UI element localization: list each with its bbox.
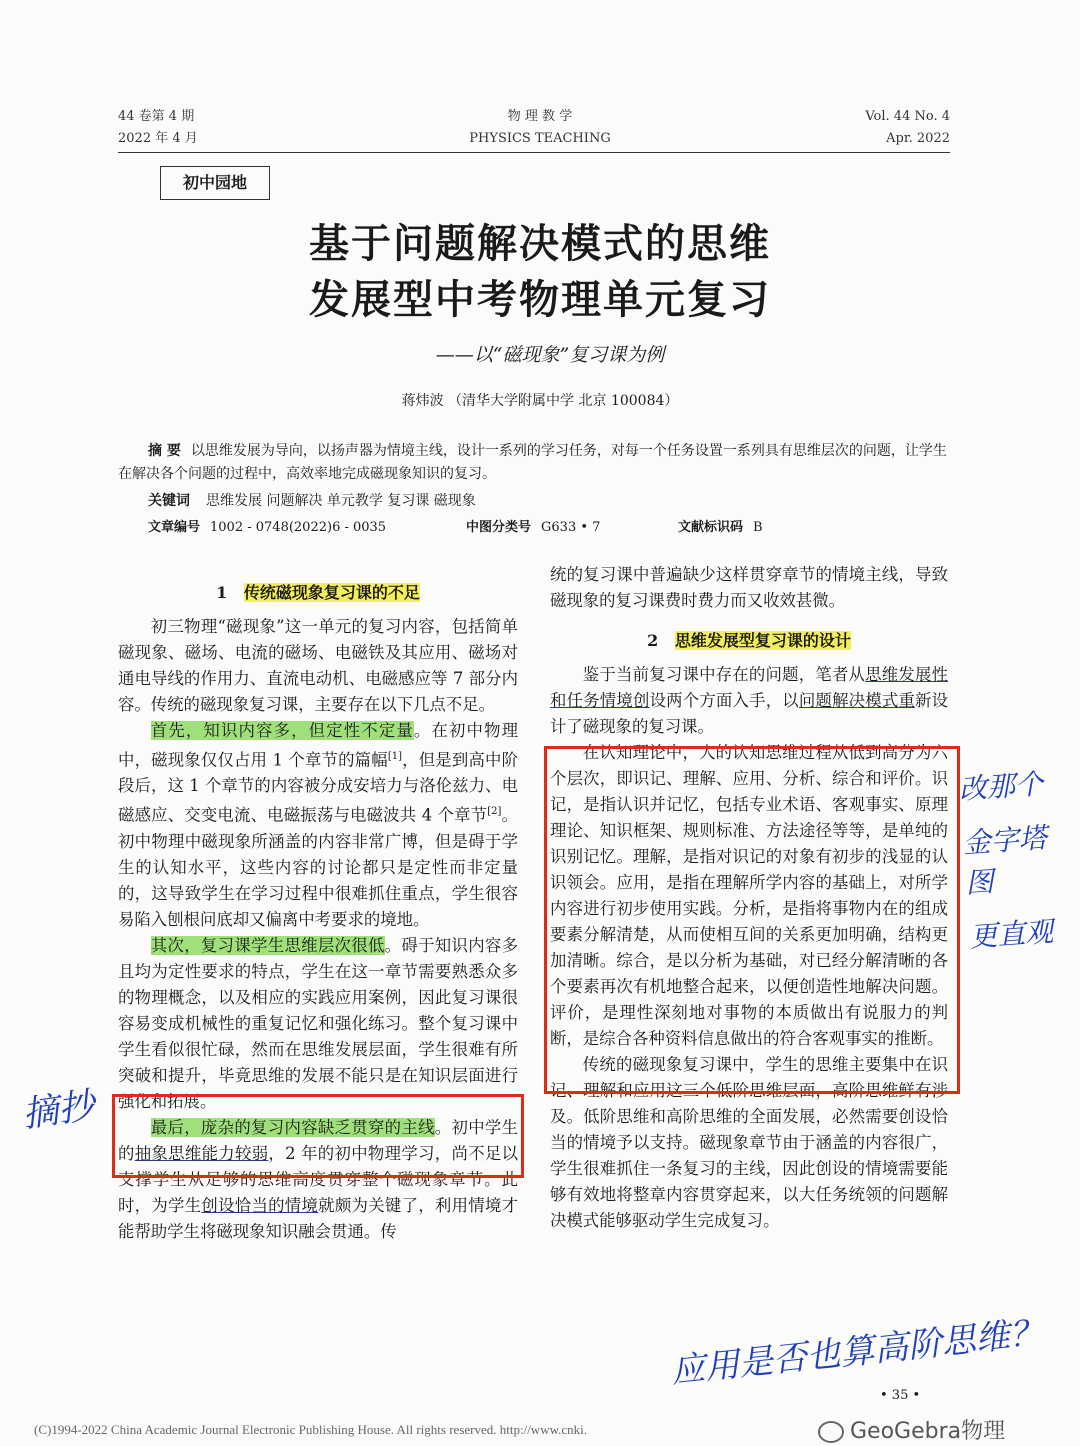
section-1-heading [118, 580, 518, 606]
keywords [148, 490, 948, 510]
title-line-1: 基于问题解决模式的思维 [309, 221, 771, 267]
vol-no: Vol. 44 No. 4 [865, 109, 950, 124]
text-run: 。在初中物理中，磁现象仅仅占用 1 个章节的篇幅 [118, 721, 518, 770]
author-affiliation: 蒋炜波 （清华大学附属中学 北京 100084） [401, 393, 679, 409]
paragraph [118, 718, 518, 933]
red-box-right [544, 746, 960, 1094]
journal-name-en: PHYSICS TEACHING [469, 131, 611, 146]
date-line: 2022 年 4 月 [118, 131, 198, 146]
wechat-icon [818, 1421, 844, 1443]
paragraph: 传统的磁现象复习课中，学生的思维主要集中在识记、理解和应用这三个低阶思维层面，高阶思维鲜有涉及。低阶思维和高阶思维的全面发展，必然需要创设恰当的情境予以支持。磁现象章节由于涵盖的内容很广，学生很难抓住一条复习的主线，因此创设的情境需要能够有效地将整章内容贯穿起来，以大任务统领的问题解决模式能够驱动学生完成复习。 [550, 1055, 948, 1230]
section-1-title: 传统磁现象复习课的不足 [243, 583, 420, 602]
abstract [118, 440, 950, 486]
header-rule [118, 152, 950, 153]
journal-name-cn: 物 理 教 学 [507, 109, 573, 124]
boxed-paragraph: 在认知理论中，人的认知思维过程从低到高分为六个层次，即识记、理解、应用、分析、综合和评价。识记，是指认识并记忆，包括专业术语、客观事实、原理理论、知识框架、规则标准、方法途径等等，是单纯的识别记忆。理解，是指对识记的对象有初步的浅显的认识领会。应用，是指在理解所学内容的基础上，对所学内容进行初步使用实践。分析，是指将事物内在的组成要素分解清楚，从而使相互间的关系更加明确，结构更加清晰。综合，是以分析为基础，对已经分解清晰的各个要素再次有机地整合起来，以便创造性地解决问题。评价，是理性深刻地对事物的本质做出有说服力的判断，是综合各种资料信息做出的符合客观事实的推断。 [550, 743, 948, 1048]
boxed-text: 整个复习课中学生看似很忙碌，然而在思维发展层面，学生很难有所突破和提升，毕竟思维的发展不能只是在知识层面进行强化和拓展。 [118, 1013, 519, 1111]
abstract-text: 以思维发展为导向，以扬声器为情境主线，设计一系列的学习任务，对每一个任务设置一系列具有思维层次的问题，让学生在解决各个问题的过程中，高效率地完成磁现象知识的复习。 [118, 443, 947, 482]
text-run: 鉴于当前复习课中存在的问题，笔者从 [582, 665, 866, 684]
text-run: 设两个方面入手，以 [649, 691, 799, 710]
text-run: 新设计了磁现象的复习课。 [550, 691, 949, 736]
copyright-footer: (C)1994-2022 China Academic Journal Electronic Publishing House. All rights reserved. http://www.cnki. [34, 1422, 588, 1437]
red-box-left [112, 1094, 524, 1178]
journal-name [440, 106, 640, 150]
section-2-heading [550, 628, 948, 654]
title-line-2: 发展型中考物理单元复习 [309, 277, 771, 323]
article-subtitle: ——以“磁现象”复习课为例 [435, 344, 665, 366]
text-run: 。碍于知识内容多且均为定性要求的特点，学生在这一章节需要熟悉众多的物理概念，以及相应的实践应用案例，因此复习课很容易变成机械性的重复记忆和强化练习。 [118, 935, 518, 1033]
journal-volume-info [118, 106, 198, 150]
paragraph [550, 662, 948, 740]
clc-label: 中图分类号 [466, 520, 532, 535]
keywords-label: 关键词 [148, 493, 190, 509]
citation-ref: [1] [387, 751, 402, 762]
highlight-point-2: 其次，复习课学生思维层次很低 [150, 935, 385, 955]
text-run: 就颇为关键了，利用情境才能帮助学生将磁现象知识融会贯通。传 [118, 1195, 519, 1241]
underlined-text: 抽象思维能力较弱 [134, 1143, 269, 1163]
highlight-point-1: 首先，知识内容多，但定性不定量 [150, 721, 414, 740]
paragraph: 统的复习课中普遍缺少这样贯穿章节的情境主线，导致磁现象的复习课费时费力而又收效甚微。 [550, 565, 948, 610]
text-run: ，但是到高中阶段后，这 1 个章节的内容被分成安培力与洛伦兹力、电磁感应、交变电流、电磁振荡与电磁波共 4 个章节 [118, 750, 518, 825]
paragraph: 初三物理“磁现象”这一单元的复习内容，包括简单磁现象、磁场、电流的磁场、电磁铁及其应用、磁场对通电导线的作用力、直流电动机、电磁感应等 7 部分内容。传统的磁现象复习课，主要存在以下几点不足。 [118, 617, 518, 714]
citation-ref: [2] [487, 806, 502, 818]
issue-date: Apr. 2022 [886, 131, 950, 146]
handwritten-note-pyramid [958, 760, 1080, 955]
highlight-point-3: 最后，庞杂的复习内容缺乏贯穿的主线 [150, 1117, 435, 1137]
paragraph [118, 933, 518, 1115]
section-1-number: 1 [216, 583, 228, 602]
note-line: 改那个 [957, 767, 1045, 806]
section-2-number: 2 [647, 631, 659, 650]
text-run: 。初中物理中磁现象所涵盖的内容非常广博，但是碍于学生的认知水平，这些内容的讨论都只是定性而非定量的，这导致学生在学习过程中很难抓住重点，学生很容易陷入刨根问底却又偏离中考要求的境地。 [118, 805, 518, 929]
article-number [148, 516, 386, 535]
watermark-text: GeoGebra物理 [850, 1419, 1006, 1444]
article-number-label: 文章编号 [148, 520, 201, 535]
journal-issue-info [820, 106, 950, 150]
underlined-text: 创设恰当的情境 [201, 1195, 319, 1215]
underlined-text: 思维发展性和任务情境创 [550, 665, 949, 710]
clc-value: G633 • 7 [541, 520, 601, 535]
clc-number [466, 516, 600, 535]
text-run: ，2 年的初中物理学习，尚不足以支撑学生从足够的思维高度贯穿整个磁现象章节。此时，为学生 [118, 1143, 519, 1215]
column-tag: 初中园地 [160, 166, 270, 200]
abstract-label: 摘 要 [148, 443, 181, 459]
text-run: 。初中学生的 [118, 1117, 519, 1163]
document-code-label: 文献标识码 [678, 520, 744, 535]
keywords-text: 思维发展 问题解决 单元教学 复习课 磁现象 [206, 493, 476, 509]
article-title [120, 216, 960, 328]
volume-line: 44 卷第 4 期 [118, 109, 195, 124]
document-code-value: B [753, 520, 763, 535]
page-number: • 35 • [880, 1388, 921, 1403]
watermark [818, 1414, 1005, 1445]
article-number-value: 1002 - 0748(2022)6 - 0035 [210, 520, 387, 535]
handwritten-note-excerpt: 摘抄 [19, 1085, 97, 1136]
section-2-title: 思维发展型复习课的设计 [674, 631, 851, 650]
note-line: 更直观 [968, 914, 1055, 954]
handwritten-question: 应用是否也算高阶思维？ [669, 1312, 1046, 1392]
document-code [678, 516, 763, 535]
underlined-text: 问题解决模式重 [798, 691, 916, 710]
note-line: 金字塔图 [961, 821, 1048, 900]
